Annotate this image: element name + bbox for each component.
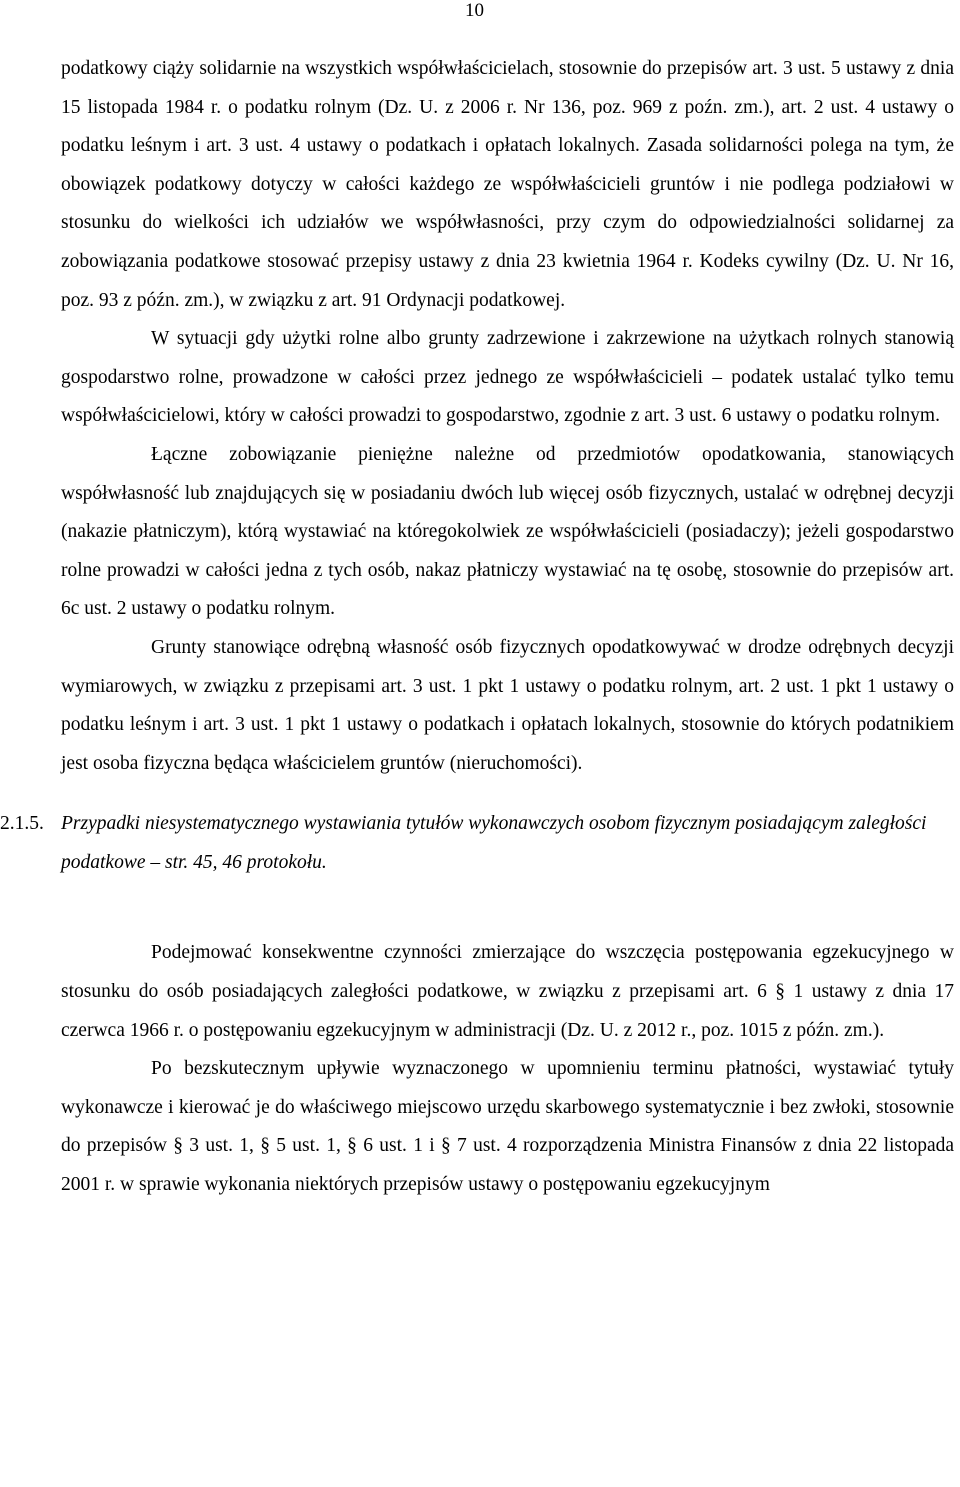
paragraph-joint-obligation: Łączne zobowiązanie pieniężne należne od przedmiotów opodatkowania, stanowiących współwłasność lub znajdujących się w posiadaniu dwóch lub więcej osób fizycznych, ustalać w odrębnej decyzji (nakazie płatniczym), którą wystawiać na któregokolwiek ze współwłaścicieli (posiadaczy); jeżeli gospodarstwo rolne prowadzi w całości jedna z tych osób, nakaz płatniczy wystawiać na tę osobę, stosownie do przepisów art. 6c ust. 2 ustawy o podatku rolnym. — [61, 443, 954, 620]
document-body — [0, 50, 954, 1205]
section-number: 2.1.5. — [0, 813, 44, 835]
paragraph-farm-coowner: W sytuacji gdy użytki rolne albo grunty zadrzewione i zakrzewione na użytkach rolnych stanowią gospodarstwo rolne, prowadzone w całości przez jednego ze współwłaścicieli – podatek ustalać tylko temu współwłaścicielowi, który w całości prowadzi to gospodarstwo, zgodnie z art. 3 ust. 6 ustawy o podatku rolnym. — [61, 328, 954, 427]
page-number: 10 — [465, 0, 484, 21]
paragraph-enforcement-actions: Podejmować konsekwentne czynności zmierzające do wszczęcia postępowania egzekucyjnego w stosunku do osób posiadających zaległości podatkowe, w związku z przepisami art. 6 § 1 ustawy z dnia 17 czerwca 1966 r. o postępowaniu egzekucyjnym w administracji (Dz. U. z 2012 r., poz. 1015 z późn. zm.). — [61, 942, 954, 1041]
paragraph-separate-property: Grunty stanowiące odrębną własność osób fizycznych opodatkowywać w drodze odrębnych decyzji wymiarowych, w związku z przepisami art. 3 ust. 1 pkt 1 ustawy o podatku rolnym, art. 2 ust. 1 pkt 1 ustawy o podatku leśnym i art. 3 ust. 1 pkt 1 ustawy o podatkach i opłatach lokalnych, stosownie do których podatnikiem jest osoba fizyczna będąca właścicielem gruntów (nieruchomości). — [61, 636, 954, 774]
paragraph-joint-tax-liability: podatkowy ciąży solidarnie na wszystkich współwłaścicielach, stosownie do przepisów art. 3 ust. 5 ustawy z dnia 15 listopada 1984 r. o podatku rolnym (Dz. U. z 2006 r. Nr 136, poz. 969 z poźn. zm.), art. 2 ust. 4 ustawy o podatku leśnym i art. 3 ust. 4 ustawy o podatkach i opłatach lokalnych. Zasada solidarności polega na tym, że obowiązek podatkowy dotyczy w całości każdego ze współwłaścicieli gruntów i nie podlega podziałowi w stosunku do wielkości ich udziałów we współwłasności, przy czym do odpowiedzialności solidarnej za zobowiązania podatkowe stosować przepisy ustawy z dnia 23 kwietnia 1964 r. Kodeks cywilny (Dz. U. Nr 16, poz. 93 z późn. zm.), w związku z art. 91 Ordynacji podatkowej. — [61, 58, 954, 311]
section-heading — [0, 805, 954, 882]
section-title: Przypadki niesystematycznego wystawiania tytułów wykonawczych osobom fizycznym posiadającym zaległości podatkowe – str. 45, 46 protokołu. — [61, 813, 927, 873]
paragraph-enforcement-titles: Po bezskutecznym upływie wyznaczonego w upomnieniu terminu płatności, wystawiać tytuły wykonawcze i kierować je do właściwego miejscowo urzędu skarbowego systematycznie i bez zwłoki, stosownie do przepisów § 3 ust. 1, § 5 ust. 1, § 6 ust. 1 i § 7 ust. 4 rozporządzenia Ministra Finansów z dnia 22 listopada 2001 r. w sprawie wykonania niektórych przepisów ustawy o postępowaniu egzekucyjnym — [61, 1058, 954, 1196]
section-gap — [61, 882, 954, 934]
